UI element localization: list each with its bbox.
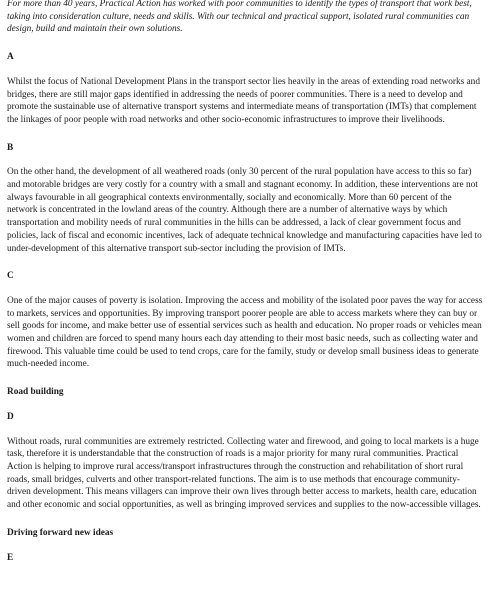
section-heading-road-building: Road building [7, 387, 64, 398]
spacer [7, 255, 483, 270]
spacer [7, 540, 483, 552]
spacer [7, 36, 483, 51]
spacer [7, 283, 483, 295]
section-label-a: A [7, 52, 14, 63]
section-label-d: D [7, 411, 14, 422]
section-heading-driving-forward: Driving forward new ideas [7, 527, 114, 538]
paragraph-b: On the other hand, the development of all weathered roads (only 30 percent of the rural population have access to this so far) and motorable bridges are very costly for a country with a small and stagnant economy. In addition, these interventions are not always favourable in all geographical contexts environmentally, socially and economically. More than 60 percent of the network is concentrated in the lowland areas of the country. Although there are a number of alternative ways by which transportation and mobility needs of rural communities in the hills can be addressed, a lack of clear government focus and policies, lack of fiscal and economic incentives, lack of adequate technical knowledge and manufacturing capacities have led to under-development of this alternative transport sub-sector including the provision of IMTs. [7, 167, 482, 254]
spacer [7, 64, 483, 76]
paragraph-d: Without roads, rural communities are extremely restricted. Collecting water and firewood, and going to local markets is a huge task, therefore it is understandable that the construction of roads is a major priority for many rural communities. Practical Action is helping to improve rural access/transport infrastructures through the construction and rehabilitation of short rural roads, small bridges, culverts and other transport-related functions. The aim is to use methods that encourage community-driven development. This means villagers can improve their own lives through better access to markets, health care, education and other economic and social opportunities, as well as bringing improved services and supplies to the now-accessible villages. [7, 436, 481, 511]
spacer [7, 127, 483, 142]
spacer [7, 371, 483, 386]
spacer [7, 399, 483, 411]
section-label-e: E [7, 552, 14, 563]
section-label-c: C [7, 271, 14, 282]
section-label-b: B [7, 142, 14, 153]
intro-paragraph: For more than 40 years, Practical Action has worked with poor communities to identify the types of transport that work best, taking into consideration culture, needs and skills. With our technical and practical support, isolated rural communities can design, build and maintain their own solutions. [7, 0, 472, 35]
spacer [7, 512, 483, 527]
spacer [7, 424, 483, 436]
paragraph-a: Whilst the focus of National Development Plans in the transport sector lies heavily in the areas of extending road networks and bridges, there are still major gaps identified in addressing the needs of poorer communities. There is a need to develop and promote the sustainable use of alternative transport systems and intermediate means of transportation (IMTs) that complement the linkages of poor people with road networks and other socio-economic infrastructures to improve their livelihoods. [7, 76, 480, 125]
paragraph-c: One of the major causes of poverty is isolation. Improving the access and mobility of the isolated poor paves the way for access to markets, services and opportunities. By improving transport poorer people are able to access markets where they can buy or sell goods for income, and make better use of essential services such as health and education. No proper roads or vehicles mean women and children are forced to spend many hours each day attending to their most basic needs, such as collecting water and firewood. This valuable time could be used to tend crops, care for the family, study or develop small business ideas to generate much-needed income. [7, 295, 483, 370]
document-page [7, 0, 483, 564]
spacer [7, 154, 483, 166]
